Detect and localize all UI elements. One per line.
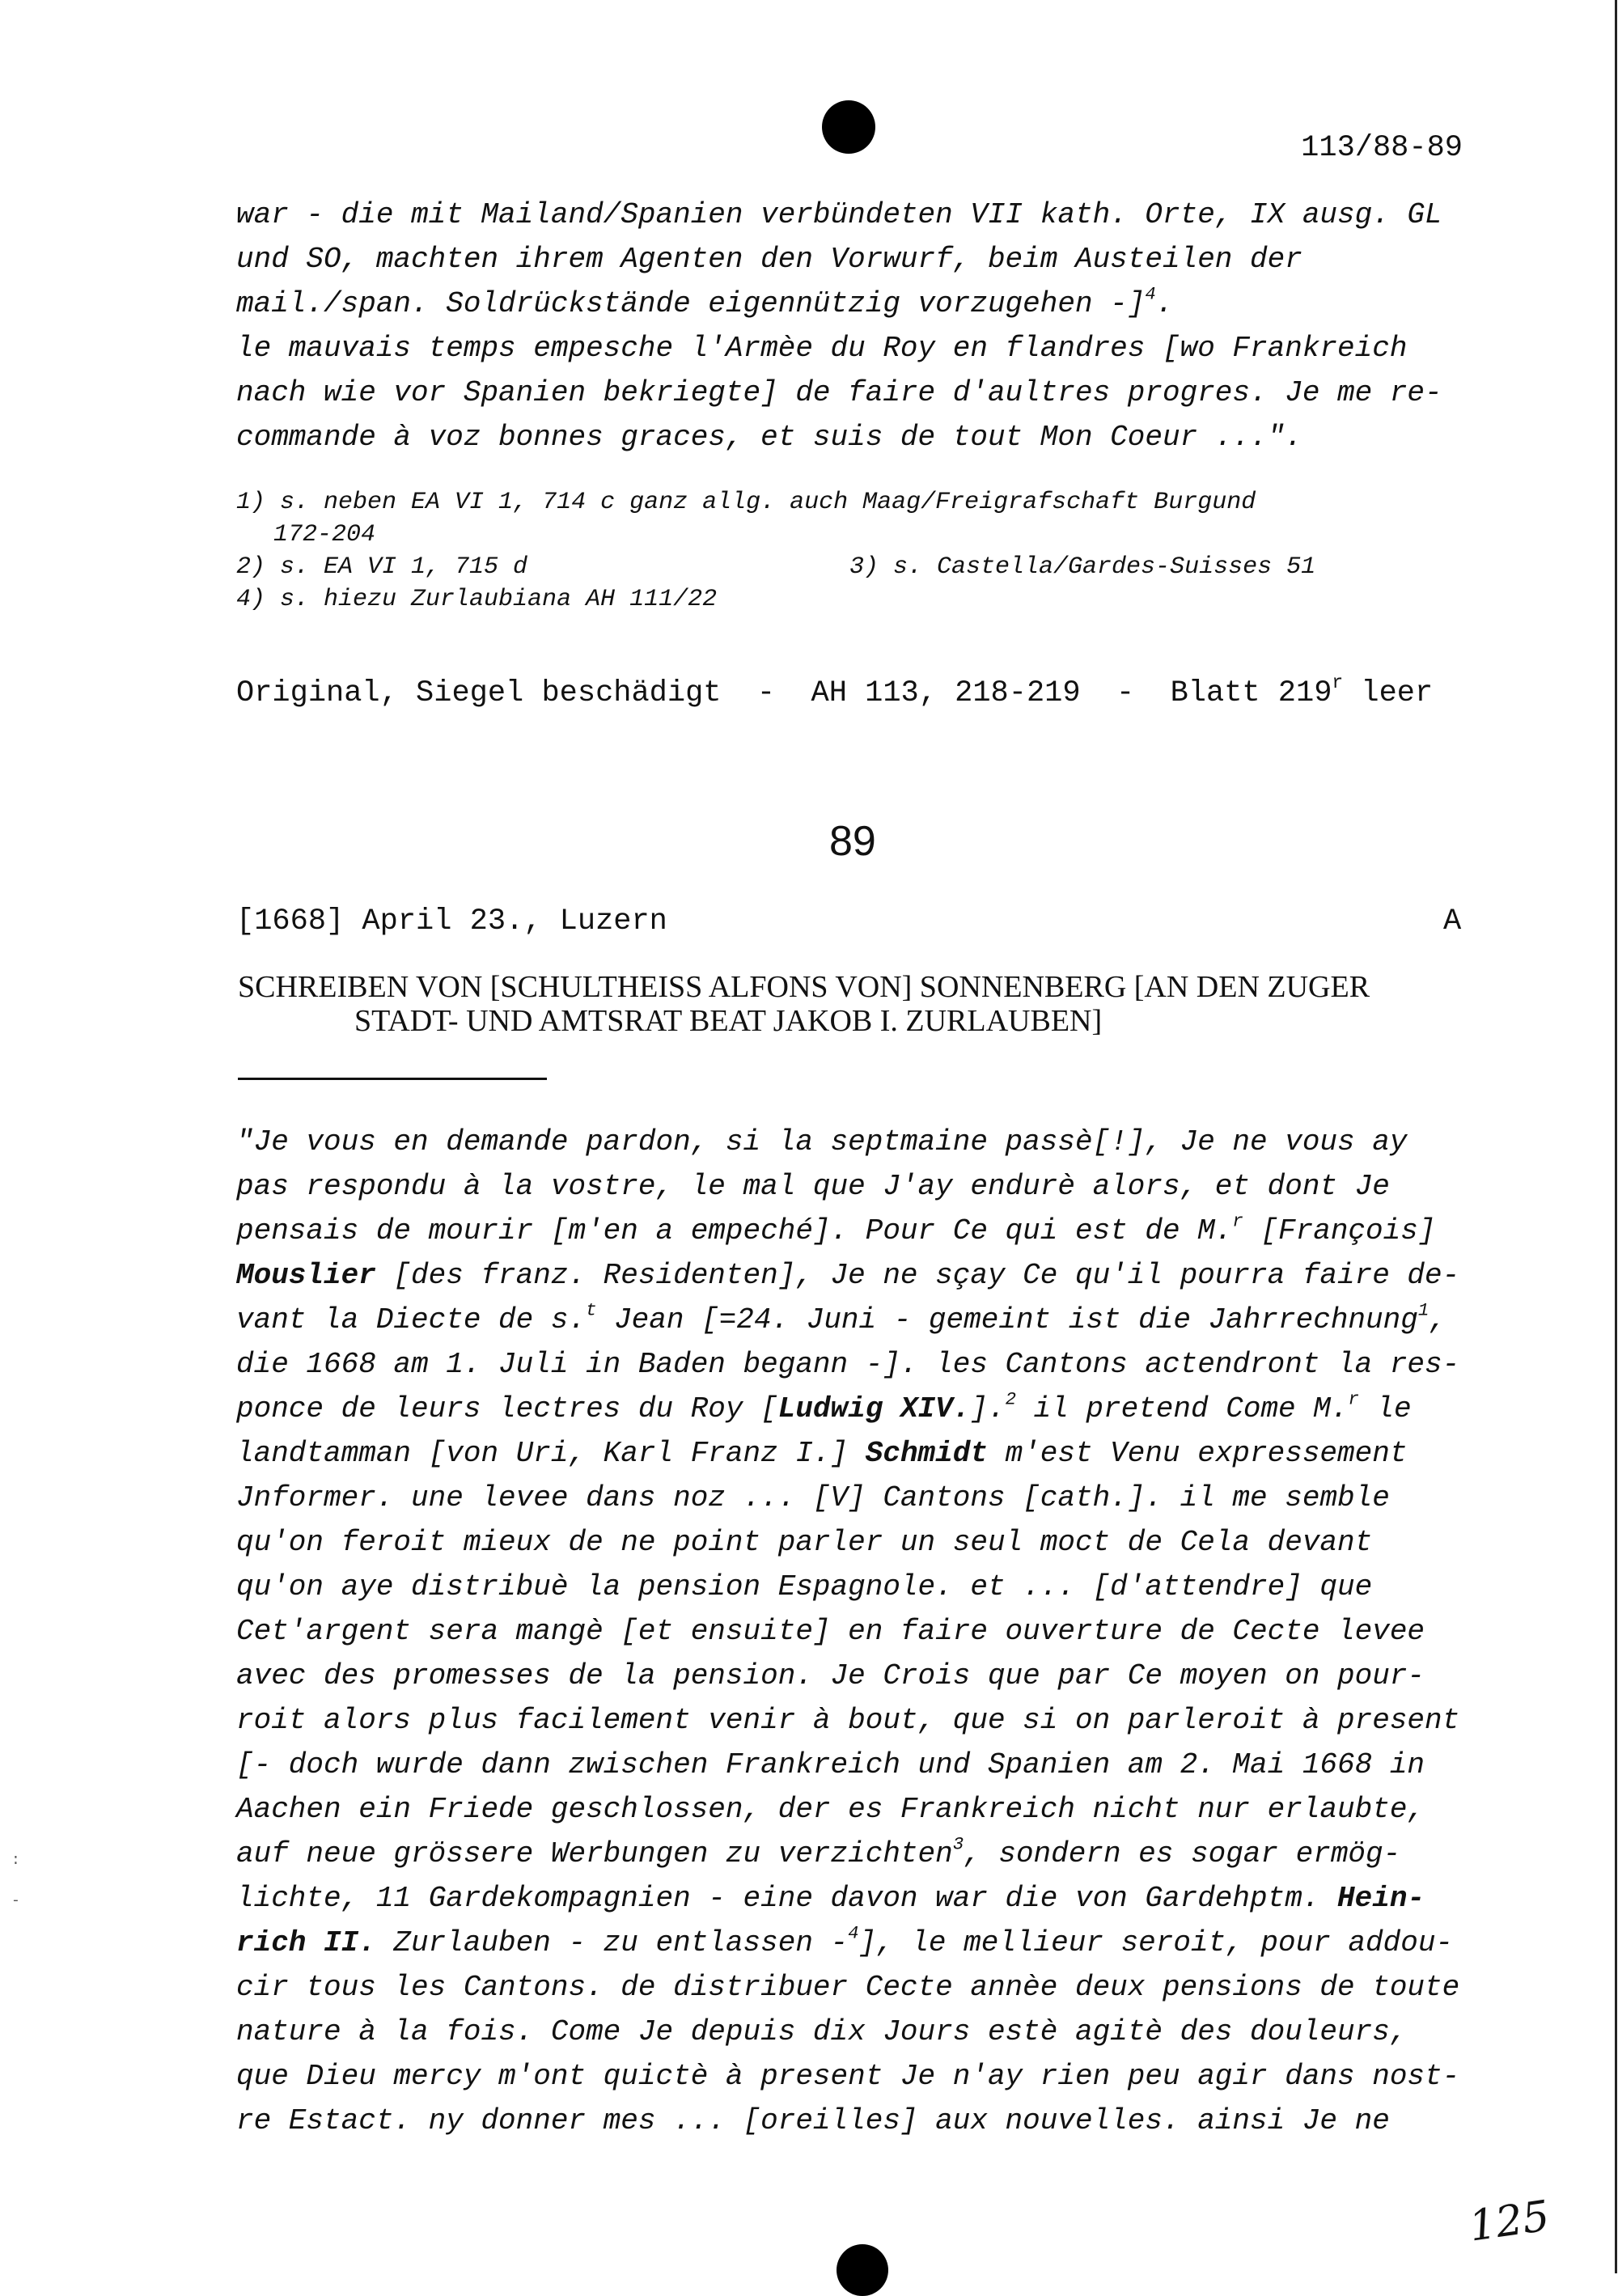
text-line: nature à la fois. Come Je depuis dix Jours estè agitè des douleurs, (236, 2015, 1408, 2048)
document-number: 89 (829, 818, 876, 865)
source-line: Original, Siegel beschädigt - AH 113, 218-219 - Blatt 219$^r$ leer (236, 671, 1434, 710)
handwritten-folio-mark: 125 (1466, 2192, 1552, 2252)
title-rule (238, 1078, 547, 1080)
text-line: pensais de mourir [m'en a empeché]. Pour Ce qui est de M.$^r$ [François] (236, 1210, 1436, 1248)
letter-body (236, 1120, 1466, 2143)
text-line: Aachen ein Friede geschlossen, der es Frankreich nicht nur erlaubte, (236, 1793, 1425, 1826)
scan-edge-line (1615, 0, 1617, 2273)
text-line: roit alors plus facilement venir à bout, que si on parleroit à present (236, 1704, 1460, 1737)
text-line: [- doch wurde dann zwischen Frankreich und Spanien am 2. Mai 1668 in (236, 1748, 1425, 1781)
text-line: qu'on aye distribuè la pension Espagnole. et ... [d'attendre] que (236, 1570, 1373, 1603)
text-line: rich II. Zurlauben - zu entlassen -$^4$], le mellieur seroit, pour addou- (236, 1922, 1454, 1959)
text-line: mail./span. Soldrückstände eigennützig vorzugehen -]$^4$. (236, 283, 1174, 320)
text-line: die 1668 am 1. Juli in Baden begann -]. les Cantons actendront la res- (236, 1348, 1460, 1381)
footnote-1: 1) s. neben EA VI 1, 714 c ganz allg. auch Maag/Freigrafschaft Burgund (236, 489, 1256, 516)
text-line: qu'on feroit mieux de ne point parler un seul moct de Cela devant (236, 1526, 1373, 1559)
margin-tick: : (11, 1853, 20, 1869)
text-line: landtamman [von Uri, Karl Franz I.] Schmidt m'est Venu expressement (236, 1437, 1408, 1470)
text-line: ponce de leurs lectres du Roy [Ludwig XIV.].$^2$ il pretend Come M.$^r$ le (236, 1388, 1412, 1425)
text-line: "Je vous en demande pardon, si la septmaine passè[!], Je ne vous ay (236, 1125, 1408, 1159)
date-line: [1668] April 23., Luzern (236, 904, 667, 938)
text-line: war - die mit Mailand/Spanien verbündeten VII kath. Orte, IX ausg. GL (236, 198, 1442, 231)
page-reference: 113/88-89 (1301, 131, 1463, 165)
text-line: commande à voz bonnes graces, et suis de tout Mon Coeur ...". (236, 421, 1302, 454)
continuation-text (236, 193, 1466, 460)
text-line: cir tous les Cantons. de distribuer Cecte annèe deux pensions de toute (236, 1971, 1460, 2004)
text-line: avec des promesses de la pension. Je Crois que par Ce moyen on pour- (236, 1659, 1425, 1692)
text-line: Mouslier [des franz. Residenten], Je ne sçay Ce qu'il pourra faire de- (236, 1259, 1460, 1292)
footnote-3: 3) s. Castella/Gardes-Suisses 51 (849, 553, 1316, 581)
text-line: nach wie vor Spanien bekriegte] de faire d'aultres progres. Je me re- (236, 376, 1442, 409)
document-type: A (1443, 904, 1462, 938)
text-line: auf neue grössere Werbungen zu verzichten$^3$, sondern es sogar ermög- (236, 1833, 1401, 1870)
footnote-1-continuation: 172-204 (273, 521, 376, 549)
text-line: und SO, machten ihrem Agenten den Vorwurf, beim Austeilen der (236, 243, 1302, 276)
text-line: vant la Diecte de s.$^t$ Jean [=24. Juni - gemeint ist die Jahrrechnung$^1$, (236, 1299, 1446, 1337)
footnote-4: 4) s. hiezu Zurlaubiana AH 111/22 (236, 586, 718, 613)
footnote-2: 2) s. EA VI 1, 715 d (236, 553, 528, 581)
margin-tick: - (11, 1893, 20, 1909)
text-line: que Dieu mercy m'ont quictè à present Je n'ay rien peu agir dans nost- (236, 2060, 1460, 2093)
text-line: le mauvais temps empesche l'Armèe du Roy en flandres [wo Frankreich (236, 332, 1408, 365)
punch-hole-top (822, 100, 875, 154)
document-title-line-1: SCHREIBEN VON [SCHULTHEISS ALFONS VON] SONNENBERG [AN DEN ZUGER (238, 970, 1370, 1004)
text-line: Jnformer. une levee dans noz ... [V] Cantons [cath.]. il me semble (236, 1481, 1390, 1514)
punch-hole-bottom (837, 2244, 888, 2296)
text-line: Cet'argent sera mangè [et ensuite] en faire ouverture de Cecte levee (236, 1615, 1425, 1648)
text-line: pas respondu à la vostre, le mal que J'ay endurè alors, et dont Je (236, 1170, 1390, 1203)
footnote-ref: 4 (1145, 283, 1156, 305)
text-line: re Estact. ny donner mes ... [oreilles] aux nouvelles. ainsi Je ne (236, 2104, 1390, 2137)
text-line: lichte, 11 Gardekompagnien - eine davon war die von Gardehptm. Hein- (236, 1882, 1425, 1915)
document-title-line-2: STADT- UND AMTSRAT BEAT JAKOB I. ZURLAUBEN] (354, 1004, 1103, 1038)
